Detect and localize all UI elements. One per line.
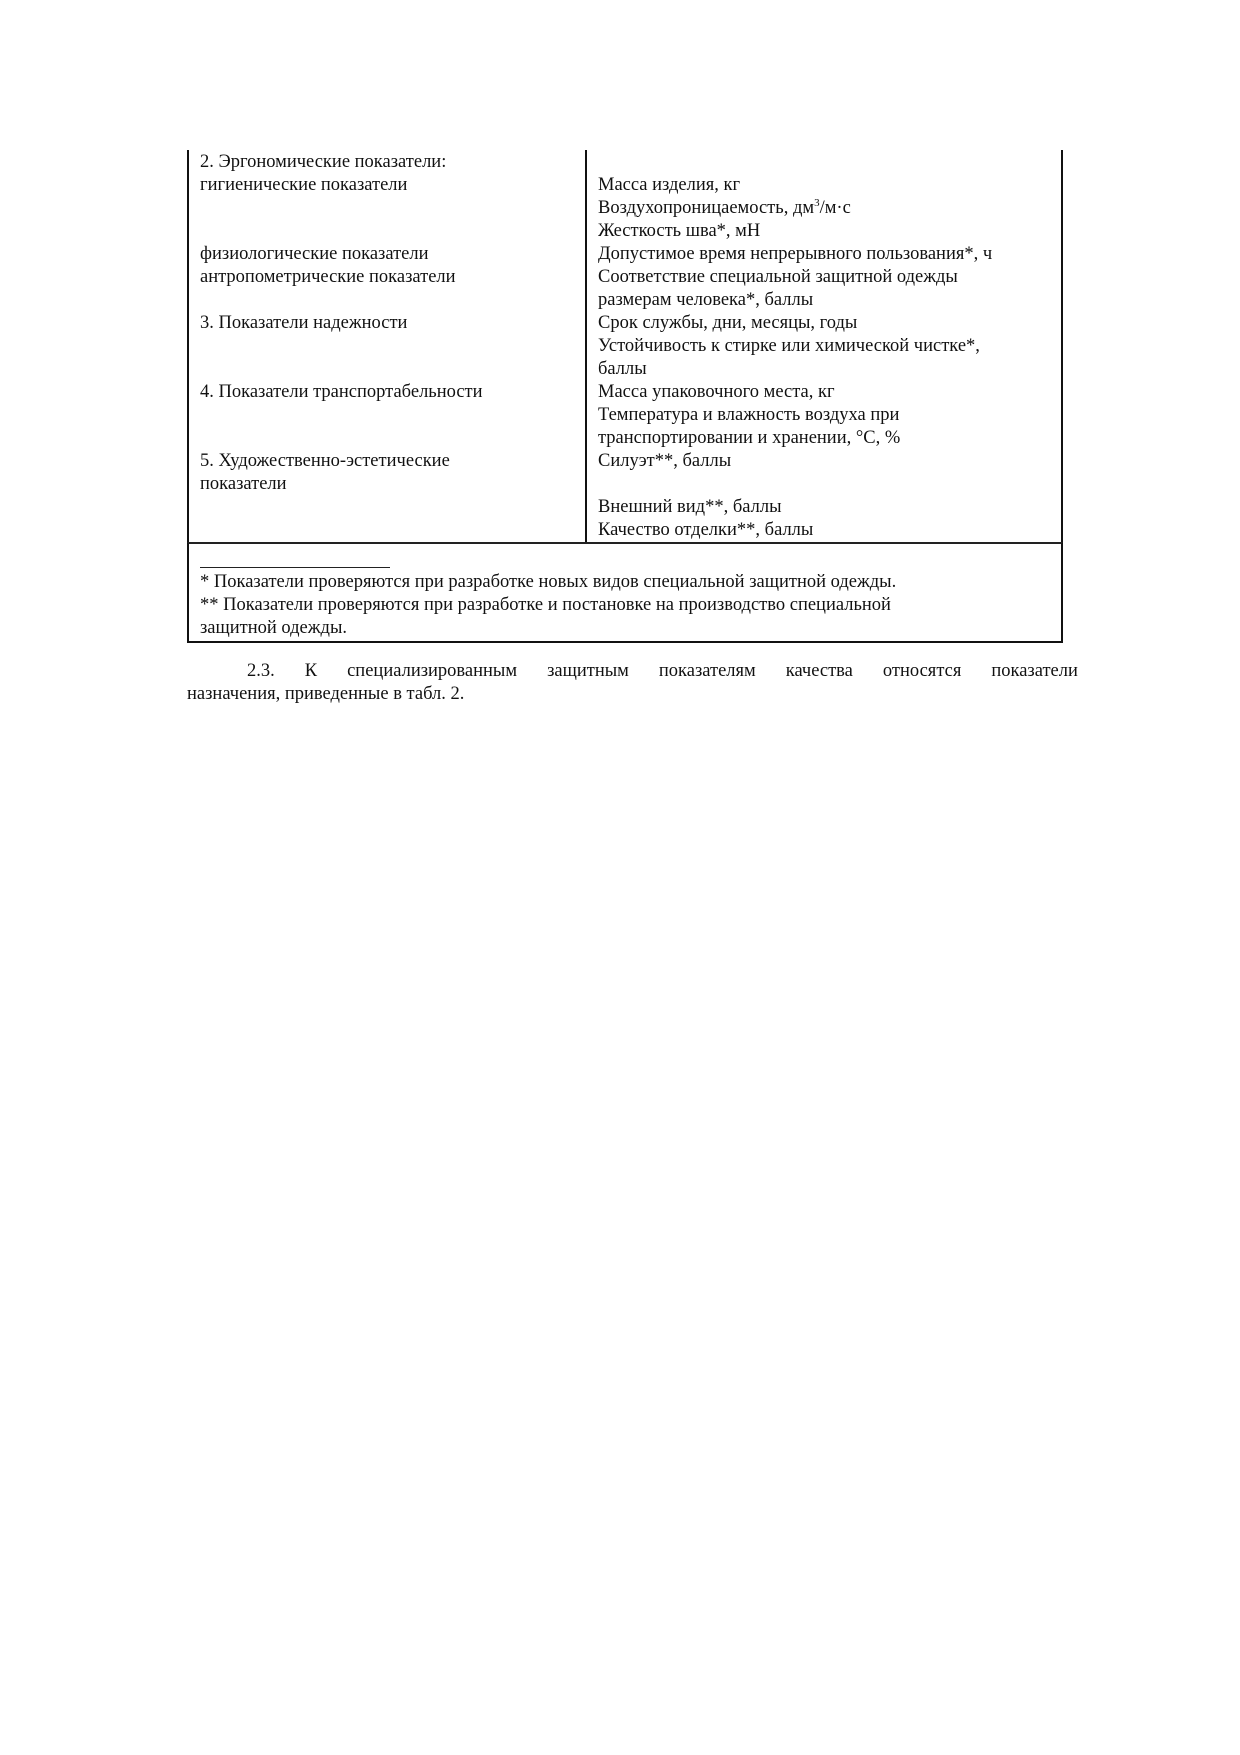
left-line: 5. Художественно-эстетические: [200, 451, 450, 471]
right-line: Внешний вид**, баллы: [598, 497, 782, 517]
right-line: Температура и влажность воздуха при: [598, 405, 900, 425]
footnote-double-asterisk-cont: защитной одежды.: [200, 618, 348, 638]
right-line: размерам человека*, баллы: [598, 290, 814, 310]
right-line-air-permeability: [598, 197, 1061, 220]
right-line-unit: /м·с: [819, 198, 851, 218]
right-line: Срок службы, дни, месяцы, годы: [598, 313, 858, 333]
left-line: [200, 427, 585, 450]
indicator-name-column: [587, 150, 1061, 542]
right-line: Жесткость шва*, мН: [598, 221, 761, 241]
footnote-separator: [200, 567, 390, 568]
right-line: Устойчивость к стирке или химической чистке*,: [598, 336, 980, 356]
word: специализированным: [347, 661, 518, 681]
right-line: Масса упаковочного места, кг: [598, 382, 835, 402]
paragraph-2-3: [187, 660, 1078, 706]
word: показатели: [991, 661, 1078, 681]
table-footnotes: [187, 542, 1063, 643]
right-line: Силуэт**, баллы: [598, 451, 732, 471]
word: защитным: [547, 661, 629, 681]
left-line: [200, 220, 585, 243]
word: качества: [785, 661, 853, 681]
right-line: Качество отделки**, баллы: [598, 520, 814, 540]
indicator-group-column: [189, 150, 587, 542]
left-line: физиологические показатели: [200, 244, 429, 264]
word: относятся: [882, 661, 962, 681]
footnote-double-asterisk: ** Показатели проверяются при разработке и постановке на производство специальной: [200, 595, 891, 615]
right-line: Масса изделия, кг: [598, 175, 741, 195]
left-line: [200, 404, 585, 427]
left-line: [200, 519, 585, 542]
left-line: [200, 197, 585, 220]
quality-indicators-table: [187, 150, 1063, 643]
right-line-text: Воздухопроницаемость, дм: [598, 198, 815, 218]
left-line: [200, 496, 585, 519]
word: 2.3.: [247, 661, 275, 681]
left-line: антропометрические показатели: [200, 267, 456, 287]
left-line: 2. Эргономические показатели:: [200, 152, 447, 172]
left-line: 4. Показатели транспортабельности: [200, 382, 483, 402]
left-line: [200, 289, 585, 312]
word: показателям: [658, 661, 756, 681]
left-line: [200, 335, 585, 358]
superscript: 3: [814, 197, 820, 209]
right-line: [598, 151, 1061, 174]
right-line: баллы: [598, 359, 647, 379]
right-line: Допустимое время непрерывного пользования*, ч: [598, 244, 993, 264]
paragraph-line-1: [187, 660, 1078, 683]
left-line: показатели: [200, 474, 287, 494]
left-line: 3. Показатели надежности: [200, 313, 408, 333]
left-line: гигиенические показатели: [200, 175, 408, 195]
table-body: [187, 150, 1063, 542]
right-line: транспортировании и хранении, °С, %: [598, 428, 901, 448]
footnote-single-asterisk: * Показатели проверяются при разработке новых видов специальной защитной одежды.: [200, 572, 897, 592]
paragraph-line-2: назначения, приведенные в табл. 2.: [187, 684, 465, 704]
word: К: [304, 661, 318, 681]
right-line: [598, 473, 1061, 496]
right-line: Соответствие специальной защитной одежды: [598, 267, 958, 287]
left-line: [200, 358, 585, 381]
